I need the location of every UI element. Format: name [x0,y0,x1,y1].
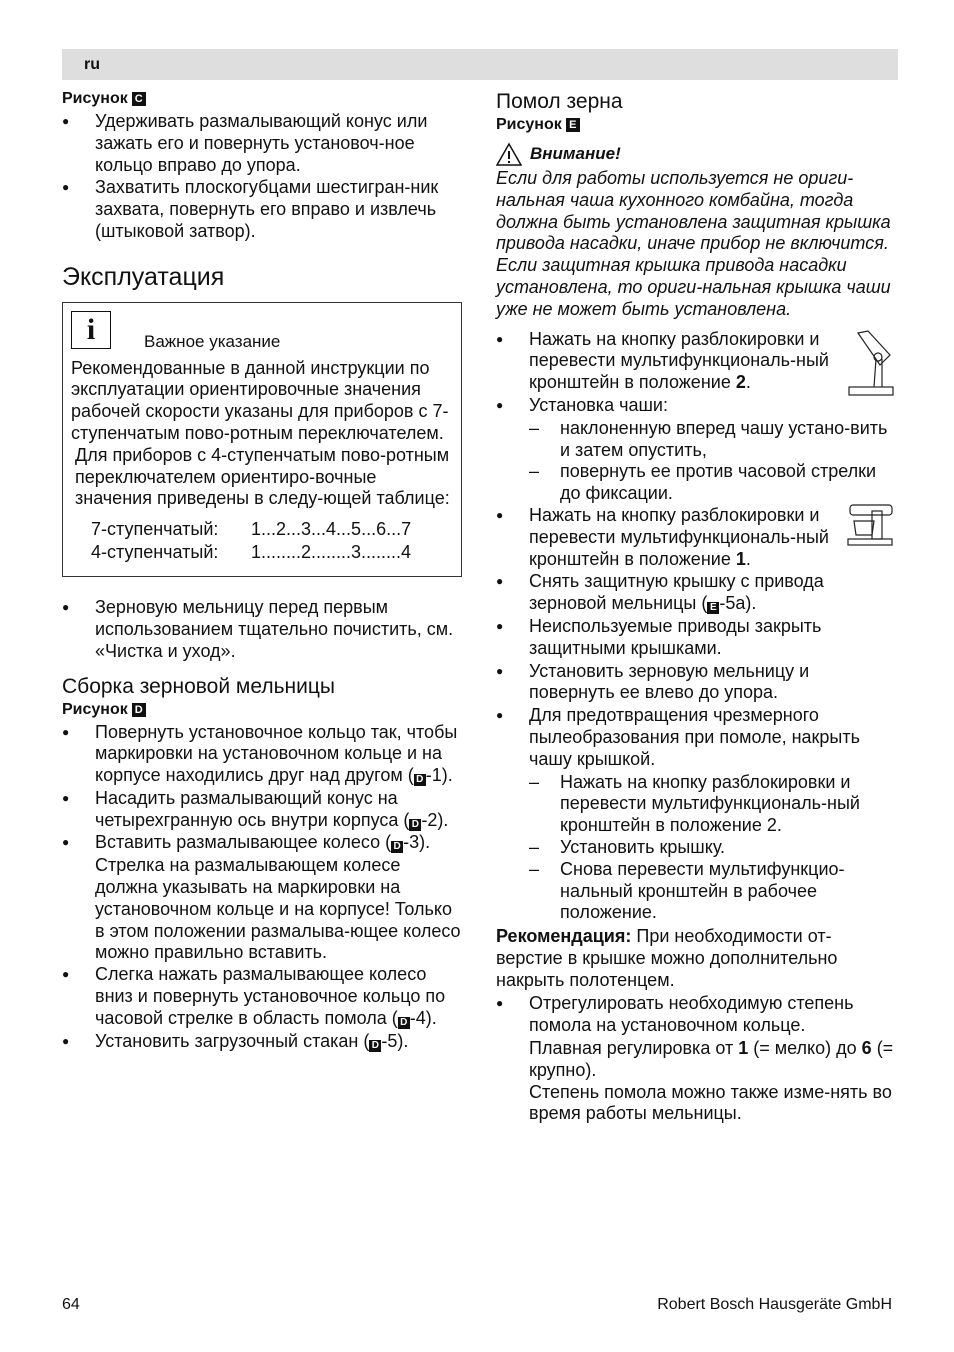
setting-number: 6 [861,1038,872,1059]
item-ref: -4). [409,1007,437,1028]
item-text: Нажать на кнопку разблокировки и перевести мультифункциональ-ный кронштейн в положение [529,504,829,569]
figure-label: Рисунок [62,90,128,107]
list-item-with-image [496,505,896,570]
recommendation-text: При необходимости от-верстие в крышке можно дополнительно накрыть полотенцем. [496,926,838,990]
table-cell: 1...2...3...4...5...6...7 [251,519,412,540]
info-icon: i [71,311,111,349]
item-note: Степень помола можно также изме-нять во время работы мельницы. [529,1081,892,1124]
figure-letter-e: E [566,118,580,132]
speed-table [91,518,453,564]
table-row [91,541,453,564]
info-title: Важное указание [144,331,281,351]
figure-letter-d: D [132,703,146,717]
left-column [62,90,462,1053]
item-text: Снять защитную крышку с привода зерновой мельницы ( [529,571,824,614]
item-text: Повернуть установочное кольцо так, чтобы маркировки на установочном кольце и на корпусе находились друг над другом ( [95,721,458,786]
item-ref: -2). [421,809,449,830]
list-item: ● Удерживать размалывающий конус или зажать его и повернуть установоч-ное кольцо вправо до упора. [62,111,462,176]
item-text: Нажать на кнопку разблокировки и перевести мультифункциональ-ный кронштейн в положение [529,328,829,393]
table-cell: 7-ступенчатый: [91,519,219,540]
list-item: ● Установить зерновую мельницу и повернуть ее влево до упора. [496,661,896,705]
table-cell: 1........2........3........4 [251,542,412,563]
item-note: Стрелка на размалывающем колесе должна указывать на маркировки на установочном кольце и на корпусе! Только в этом положении размалыва-ющее колесо можно правильно вставить. [95,855,461,963]
figure-ref-e: E [707,602,719,614]
dash-item: – Нажать на кнопку разблокировки и перевести мультифункциональ-ный кронштейн в положение 2. [496,772,896,837]
list-item [62,1031,462,1053]
figure-label: Рисунок [62,700,128,718]
item-text: Насадить размалывающий конус на четырехгранную ось внутри корпуса ( [95,787,410,830]
list-item-with-image [496,329,896,394]
dash-item: – наклоненную вперед чашу устано-вить и затем опустить, [496,418,896,462]
list-item [62,832,462,854]
item-text: Слегка нажать размалывающее колесо вниз и повернуть установочное кольцо по часовой стрелке в область помола ( [95,964,446,1028]
list-item [62,964,462,1029]
figure-ref-d: D [409,819,421,831]
recommendation-label: Рекомендация: [496,926,632,947]
figure-e-caption [496,116,896,134]
note-text: (= крупно). [529,1038,894,1080]
warning-icon [496,142,522,166]
item-note [496,1038,896,1082]
figure-ref-d: D [391,841,403,853]
section-title-operation: Эксплуатация [62,262,225,291]
figure-c-caption [62,90,462,108]
dash-item: – Снова перевести мультифункцио-нальный кронштейн в рабочее положение. [496,859,896,924]
language-label: ru [84,56,100,73]
list-item: ● Нажать на кнопку разблокировки и перевести мультифункциональ-ный кронштейн в положение 2. [496,329,849,394]
figure-ref-d: D [414,774,426,786]
list-item: ● Для предотвращения чрезмерного пылеобразования при помоле, накрыть чашу крышкой. [496,705,896,770]
table-cell: 4-ступенчатый: [91,542,219,563]
warning-title: Внимание! [530,144,621,163]
list-item: ● Неиспользуемые приводы закрыть защитными крышками. [496,616,896,660]
item-ref: -5). [381,1030,409,1051]
company-name: Robert Bosch Hausgeräte GmbH [657,1296,892,1313]
setting-number: 1 [738,1038,749,1059]
info-box [62,302,462,577]
right-column [496,90,896,1125]
recommendation [496,926,896,991]
note-text: Плавная регулировка от [529,1038,734,1059]
figure-d-caption [62,701,462,719]
item-text: Вставить размалывающее колесо ( [95,832,392,853]
item-text: Установить загрузочный стакан ( [95,1030,370,1051]
list-item [62,788,462,832]
figure-letter-c: C [132,92,146,106]
dash-item: – Установить крышку. [496,837,896,859]
figure-ref-d: D [398,1017,410,1029]
warning-text: Если для работы используется не ориги-нальная чаша кухонного комбайна, тогда должна быть установлена защитная крышка привода насадки, иначе прибор не включится. Если защитная крышка привода насадки установлена, то ориги-нальная крышка чаши уже не может быть установлена. [496,168,891,319]
page-number: 64 [62,1296,80,1313]
item-ref: -3). [403,832,431,853]
info-paragraph: Рекомендованные в данной инструкции по эксплуатации ориентировочные значения рабочей скорости указаны для приборов с 7-ступенчатым пово-ротным переключателем. [71,357,449,443]
item-ref: -5a). [719,593,757,614]
list-item: ● Нажать на кнопку разблокировки и перевести мультифункциональ-ный кронштейн в положение 1. [496,505,849,570]
list-item: ● Установка чаши: [496,395,896,417]
mixer-work-position-icon [846,501,896,547]
note-text: (= мелко) до [753,1038,857,1059]
position-number: 2 [735,372,746,393]
figure-label: Рисунок [496,116,562,133]
list-item: ● Захватить плоскогубцами шестигран-ник захвата, повернуть его вправо и извлечь (штыковой затвор). [62,177,462,242]
mixer-tilted-arm-icon [846,329,896,397]
warning-heading [496,142,896,166]
list-item: ● Отрегулировать необходимую степень помола на установочном кольце. [496,993,896,1037]
item-ref: -1). [425,765,453,786]
figure-ref-d: D [369,1040,381,1052]
section-title-assembly: Сборка зерновой мельницы [62,674,335,698]
list-item [62,722,462,787]
info-paragraph: Для приборов с 4-ступенчатым пово-ротным переключателем ориентиро-вочные значения приведены в следу-ющей таблице: [75,444,450,509]
list-item: ● Зерновую мельницу перед первым использованием тщательно почистить, см. «Чистка и уход». [62,597,462,662]
section-title-grinding: Помол зерна [496,90,623,113]
dash-item: – повернуть ее против часовой стрелки до фиксации. [496,461,896,505]
list-item [496,571,896,615]
table-row [91,518,453,541]
header-bar [62,49,898,80]
position-number: 1 [735,548,746,569]
